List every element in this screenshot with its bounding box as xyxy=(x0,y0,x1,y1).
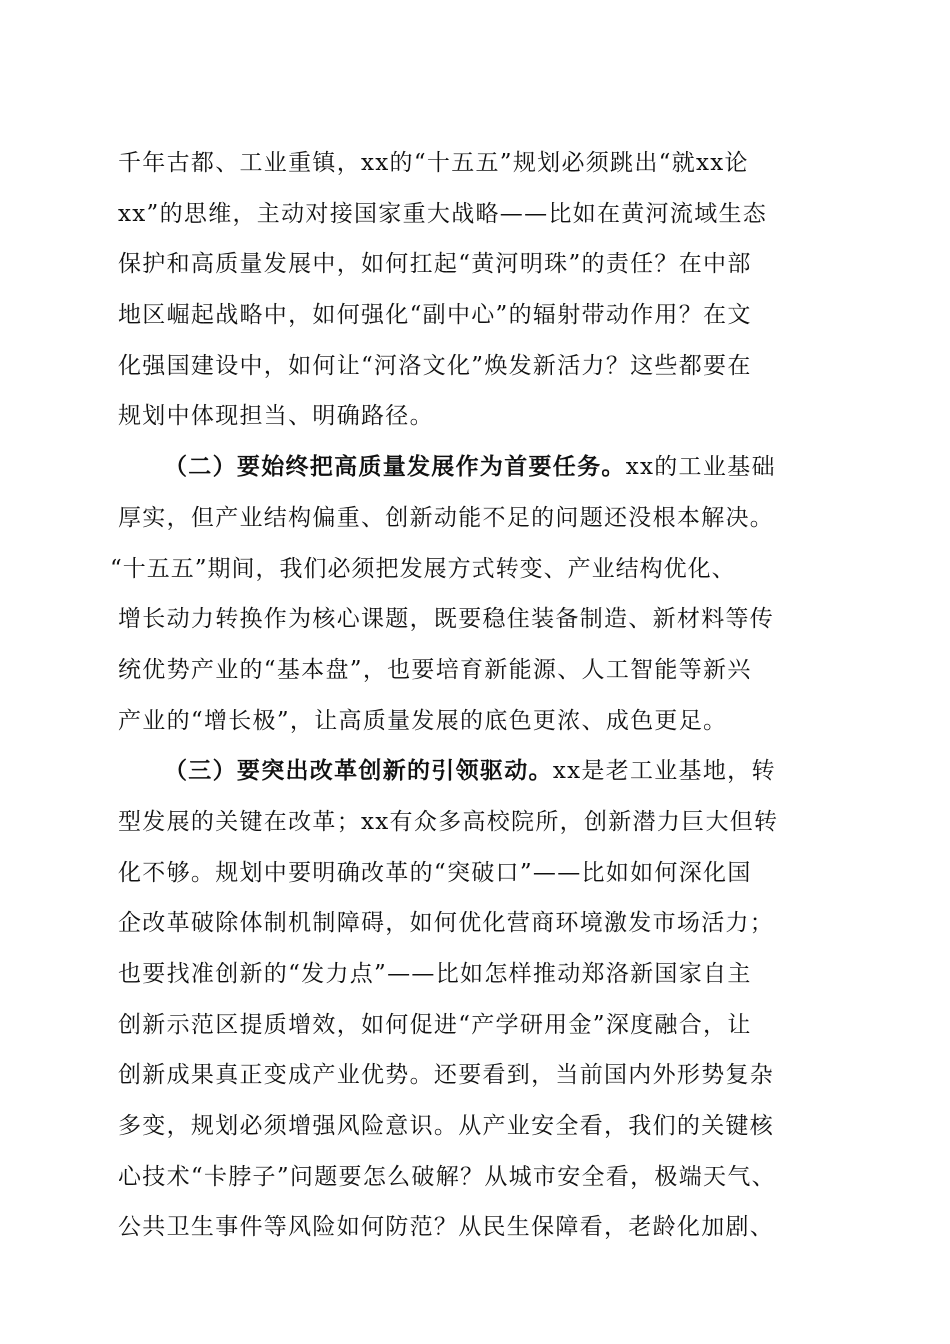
text-line xyxy=(118,848,838,899)
text-line xyxy=(118,797,838,848)
text-line xyxy=(118,239,838,290)
line-text: 心技术“卡脖子”问题要怎么破解？从城市安全看，极端天气、 xyxy=(118,1163,776,1190)
text-line xyxy=(118,138,838,189)
line-text: 厚实，但产业结构偏重、创新动能不足的问题还没根本解决。 xyxy=(118,504,775,531)
text-line xyxy=(118,696,838,747)
text-line xyxy=(118,1202,838,1253)
line-text: “十五五”期间，我们必须把发展方式转变、产业结构优化、 xyxy=(110,555,736,582)
line-text: 企改革破除体制机制障碍，如何优化营商环境激发市场活力； xyxy=(118,910,775,937)
section-heading-three: （三）要突出改革创新的引领驱动。 xyxy=(164,757,553,785)
line-text: 地区崛起战略中，如何强化“副中心”的辐射带动作用？在文 xyxy=(118,302,752,329)
text-line xyxy=(118,898,838,949)
text-line xyxy=(118,1000,838,1051)
line-text: xx的工业基础 xyxy=(625,454,776,481)
line-text: 化强国建设中，如何让“河洛文化”焕发新活力？这些都要在 xyxy=(118,352,752,379)
text-line xyxy=(118,1152,838,1203)
line-text: 型发展的关键在改革；xx有众多高校院所，创新潜力巨大但转 xyxy=(118,808,779,835)
text-line xyxy=(118,949,838,1000)
text-line xyxy=(118,290,838,341)
section-heading-line xyxy=(118,442,838,493)
text-line xyxy=(118,1101,838,1152)
line-text: 多变，规划必须增强风险意识。从产业安全看，我们的关键核 xyxy=(118,1113,775,1140)
line-text: 统优势产业的“基本盘”，也要培育新能源、人工智能等新兴 xyxy=(118,656,752,683)
line-text: 公共卫生事件等风险如何防范？从民生保障看，老龄化加剧、 xyxy=(118,1214,775,1241)
line-text: 千年古都、工业重镇，xx的“十五五”规划必须跳出“就xx论 xyxy=(118,150,749,176)
line-text: 规划中体现担当、明确路径。 xyxy=(118,403,434,430)
line-text: 创新示范区提质增效，如何促进“产学研用金”深度融合，让 xyxy=(118,1011,752,1038)
section-heading-line xyxy=(118,746,838,797)
line-text: 产业的“增长极”，让高质量发展的底色更浓、成色更足。 xyxy=(118,707,728,734)
text-line xyxy=(118,341,838,392)
line-text: 创新成果真正变成产业优势。还要看到，当前国内外形势复杂 xyxy=(118,1062,775,1089)
text-line xyxy=(118,493,838,544)
line-text: 也要找准创新的“发力点”——比如怎样推动郑洛新国家自主 xyxy=(118,961,752,987)
text-line xyxy=(118,391,838,442)
text-line xyxy=(118,1050,838,1101)
line-text: 化不够。规划中要明确改革的“突破口”——比如如何深化国 xyxy=(118,859,752,886)
line-text: 保护和高质量发展中，如何扛起“黄河明珠”的责任？在中部 xyxy=(118,251,752,278)
line-text: xx是老工业基地，转 xyxy=(552,758,776,785)
line-text: 增长动力转换作为核心课题，既要稳住装备制造、新材料等传 xyxy=(118,606,775,633)
text-line xyxy=(110,544,838,595)
text-line xyxy=(118,189,838,240)
document-page xyxy=(110,138,838,1253)
section-heading-two: （二）要始终把高质量发展作为首要任务。 xyxy=(164,453,626,481)
text-line xyxy=(118,645,838,696)
line-text: xx”的思维，主动对接国家重大战略——比如在黄河流域生态 xyxy=(118,200,768,227)
text-line xyxy=(118,594,838,645)
